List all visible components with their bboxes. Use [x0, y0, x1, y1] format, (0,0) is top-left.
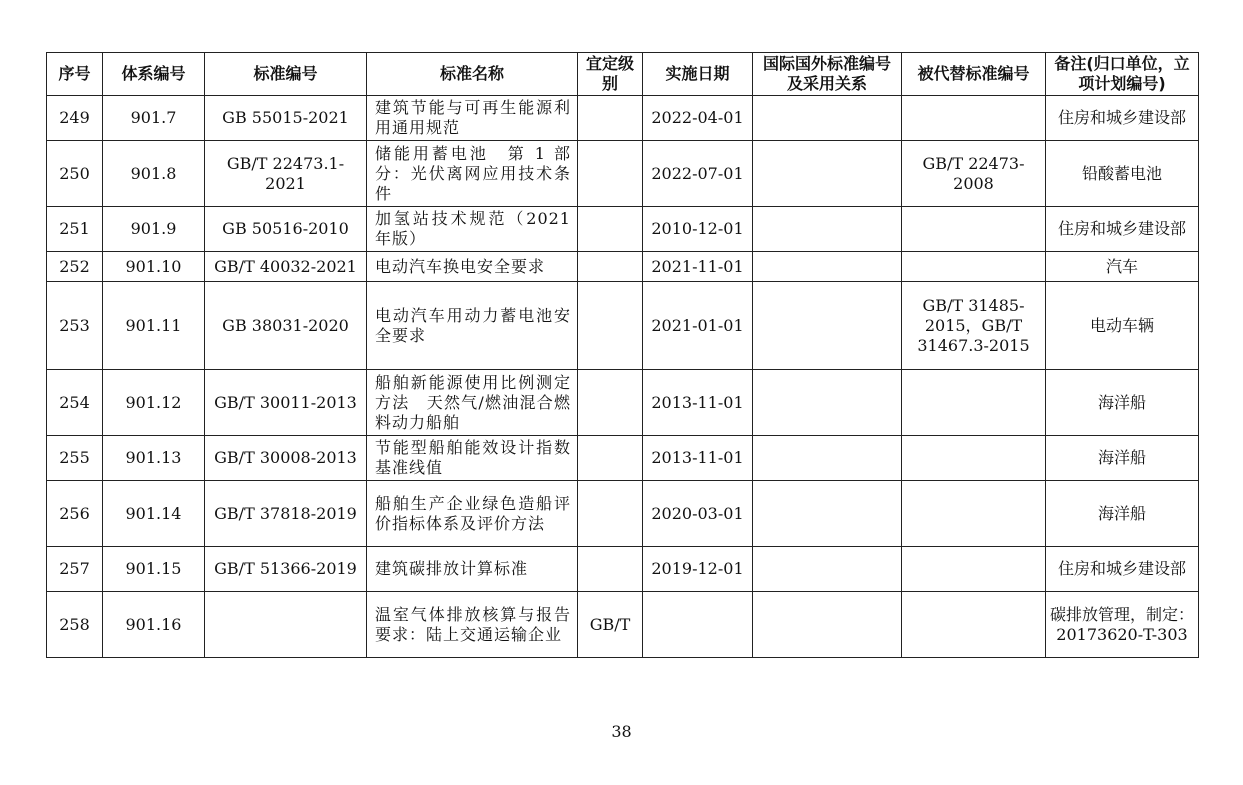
cell-note: 海洋船 — [1046, 370, 1199, 436]
cell-date: 2019-12-01 — [643, 547, 753, 592]
cell-seq: 256 — [47, 481, 103, 547]
cell-standard-name: 建筑节能与可再生能源利用通用规范 — [367, 96, 578, 141]
cell-standard-code: GB/T 37818-2019 — [205, 481, 367, 547]
table-row — [47, 592, 1199, 658]
header-international: 国际国外标准编号及采用关系 — [753, 53, 902, 96]
cell-international — [753, 481, 902, 547]
cell-seq: 249 — [47, 96, 103, 141]
cell-note: 汽车 — [1046, 252, 1199, 282]
cell-seq: 254 — [47, 370, 103, 436]
cell-date: 2013-11-01 — [643, 370, 753, 436]
cell-standard-code: GB 55015-2021 — [205, 96, 367, 141]
table-row — [47, 96, 1199, 141]
cell-seq: 253 — [47, 282, 103, 370]
cell-level — [578, 96, 643, 141]
cell-date: 2022-07-01 — [643, 141, 753, 207]
cell-note: 海洋船 — [1046, 481, 1199, 547]
cell-standard-name: 温室气体排放核算与报告要求：陆上交通运输企业 — [367, 592, 578, 658]
cell-level — [578, 436, 643, 481]
cell-system-code: 901.14 — [103, 481, 205, 547]
cell-international — [753, 592, 902, 658]
cell-replaced — [902, 252, 1046, 282]
cell-international — [753, 141, 902, 207]
cell-system-code: 901.13 — [103, 436, 205, 481]
cell-international — [753, 207, 902, 252]
cell-replaced — [902, 481, 1046, 547]
cell-seq: 251 — [47, 207, 103, 252]
table-body — [47, 96, 1199, 658]
cell-international — [753, 252, 902, 282]
table-row — [47, 207, 1199, 252]
cell-international — [753, 282, 902, 370]
cell-date: 2010-12-01 — [643, 207, 753, 252]
cell-standard-name: 电动汽车用动力蓄电池安全要求 — [367, 282, 578, 370]
cell-note: 铅酸蓄电池 — [1046, 141, 1199, 207]
cell-replaced — [902, 547, 1046, 592]
cell-note: 电动车辆 — [1046, 282, 1199, 370]
header-level: 宜定级别 — [578, 53, 643, 96]
cell-system-code: 901.9 — [103, 207, 205, 252]
cell-replaced: GB/T 22473-2008 — [902, 141, 1046, 207]
table-row — [47, 436, 1199, 481]
header-replaced: 被代替标准编号 — [902, 53, 1046, 96]
cell-standard-name: 储能用蓄电池 第 1 部分：光伏离网应用技术条件 — [367, 141, 578, 207]
cell-note: 住房和城乡建设部 — [1046, 96, 1199, 141]
cell-system-code: 901.12 — [103, 370, 205, 436]
cell-note: 住房和城乡建设部 — [1046, 547, 1199, 592]
cell-seq: 250 — [47, 141, 103, 207]
cell-standard-code: GB/T 30008-2013 — [205, 436, 367, 481]
header-standard-code: 标准编号 — [205, 53, 367, 96]
cell-date: 2022-04-01 — [643, 96, 753, 141]
cell-standard-name: 船舶生产企业绿色造船评价指标体系及评价方法 — [367, 481, 578, 547]
cell-seq: 257 — [47, 547, 103, 592]
cell-level — [578, 481, 643, 547]
cell-date: 2021-01-01 — [643, 282, 753, 370]
header-date: 实施日期 — [643, 53, 753, 96]
table-header-row — [47, 53, 1199, 96]
cell-note: 住房和城乡建设部 — [1046, 207, 1199, 252]
cell-system-code: 901.10 — [103, 252, 205, 282]
cell-standard-code — [205, 592, 367, 658]
cell-seq: 258 — [47, 592, 103, 658]
cell-international — [753, 547, 902, 592]
cell-system-code: 901.15 — [103, 547, 205, 592]
cell-standard-name: 节能型船舶能效设计指数基准线值 — [367, 436, 578, 481]
header-note: 备注(归口单位，立项计划编号) — [1046, 53, 1199, 96]
cell-replaced — [902, 96, 1046, 141]
cell-replaced: GB/T 31485-2015，GB/T 31467.3-2015 — [902, 282, 1046, 370]
cell-system-code: 901.11 — [103, 282, 205, 370]
cell-level — [578, 207, 643, 252]
cell-international — [753, 436, 902, 481]
cell-standard-name: 建筑碳排放计算标准 — [367, 547, 578, 592]
cell-replaced — [902, 592, 1046, 658]
cell-replaced — [902, 370, 1046, 436]
cell-standard-code: GB 38031-2020 — [205, 282, 367, 370]
cell-replaced — [902, 207, 1046, 252]
standards-table — [46, 52, 1199, 658]
cell-standard-code: GB/T 30011-2013 — [205, 370, 367, 436]
table-row — [47, 141, 1199, 207]
cell-system-code: 901.7 — [103, 96, 205, 141]
cell-date: 2020-03-01 — [643, 481, 753, 547]
table-row — [47, 370, 1199, 436]
cell-date — [643, 592, 753, 658]
cell-level: GB/T — [578, 592, 643, 658]
page-number: 38 — [611, 722, 632, 741]
cell-replaced — [902, 436, 1046, 481]
cell-international — [753, 96, 902, 141]
cell-standard-code: GB 50516-2010 — [205, 207, 367, 252]
cell-standard-code: GB/T 40032-2021 — [205, 252, 367, 282]
header-seq: 序号 — [47, 53, 103, 96]
cell-date: 2013-11-01 — [643, 436, 753, 481]
table-row — [47, 282, 1199, 370]
cell-level — [578, 370, 643, 436]
cell-seq: 252 — [47, 252, 103, 282]
cell-international — [753, 370, 902, 436]
table-row — [47, 252, 1199, 282]
header-system-code: 体系编号 — [103, 53, 205, 96]
cell-standard-code: GB/T 22473.1-2021 — [205, 141, 367, 207]
cell-level — [578, 282, 643, 370]
cell-seq: 255 — [47, 436, 103, 481]
cell-level — [578, 252, 643, 282]
cell-system-code: 901.16 — [103, 592, 205, 658]
cell-level — [578, 141, 643, 207]
cell-level — [578, 547, 643, 592]
cell-standard-name: 加氢站技术规范（2021年版） — [367, 207, 578, 252]
cell-system-code: 901.8 — [103, 141, 205, 207]
cell-note: 碳排放管理，制定：20173620-T-303 — [1046, 592, 1199, 658]
cell-date: 2021-11-01 — [643, 252, 753, 282]
header-standard-name: 标准名称 — [367, 53, 578, 96]
cell-note: 海洋船 — [1046, 436, 1199, 481]
cell-standard-name: 电动汽车换电安全要求 — [367, 252, 578, 282]
table-row — [47, 481, 1199, 547]
table-row — [47, 547, 1199, 592]
cell-standard-code: GB/T 51366-2019 — [205, 547, 367, 592]
cell-standard-name: 船舶新能源使用比例测定方法 天然气/燃油混合燃料动力船舶 — [367, 370, 578, 436]
